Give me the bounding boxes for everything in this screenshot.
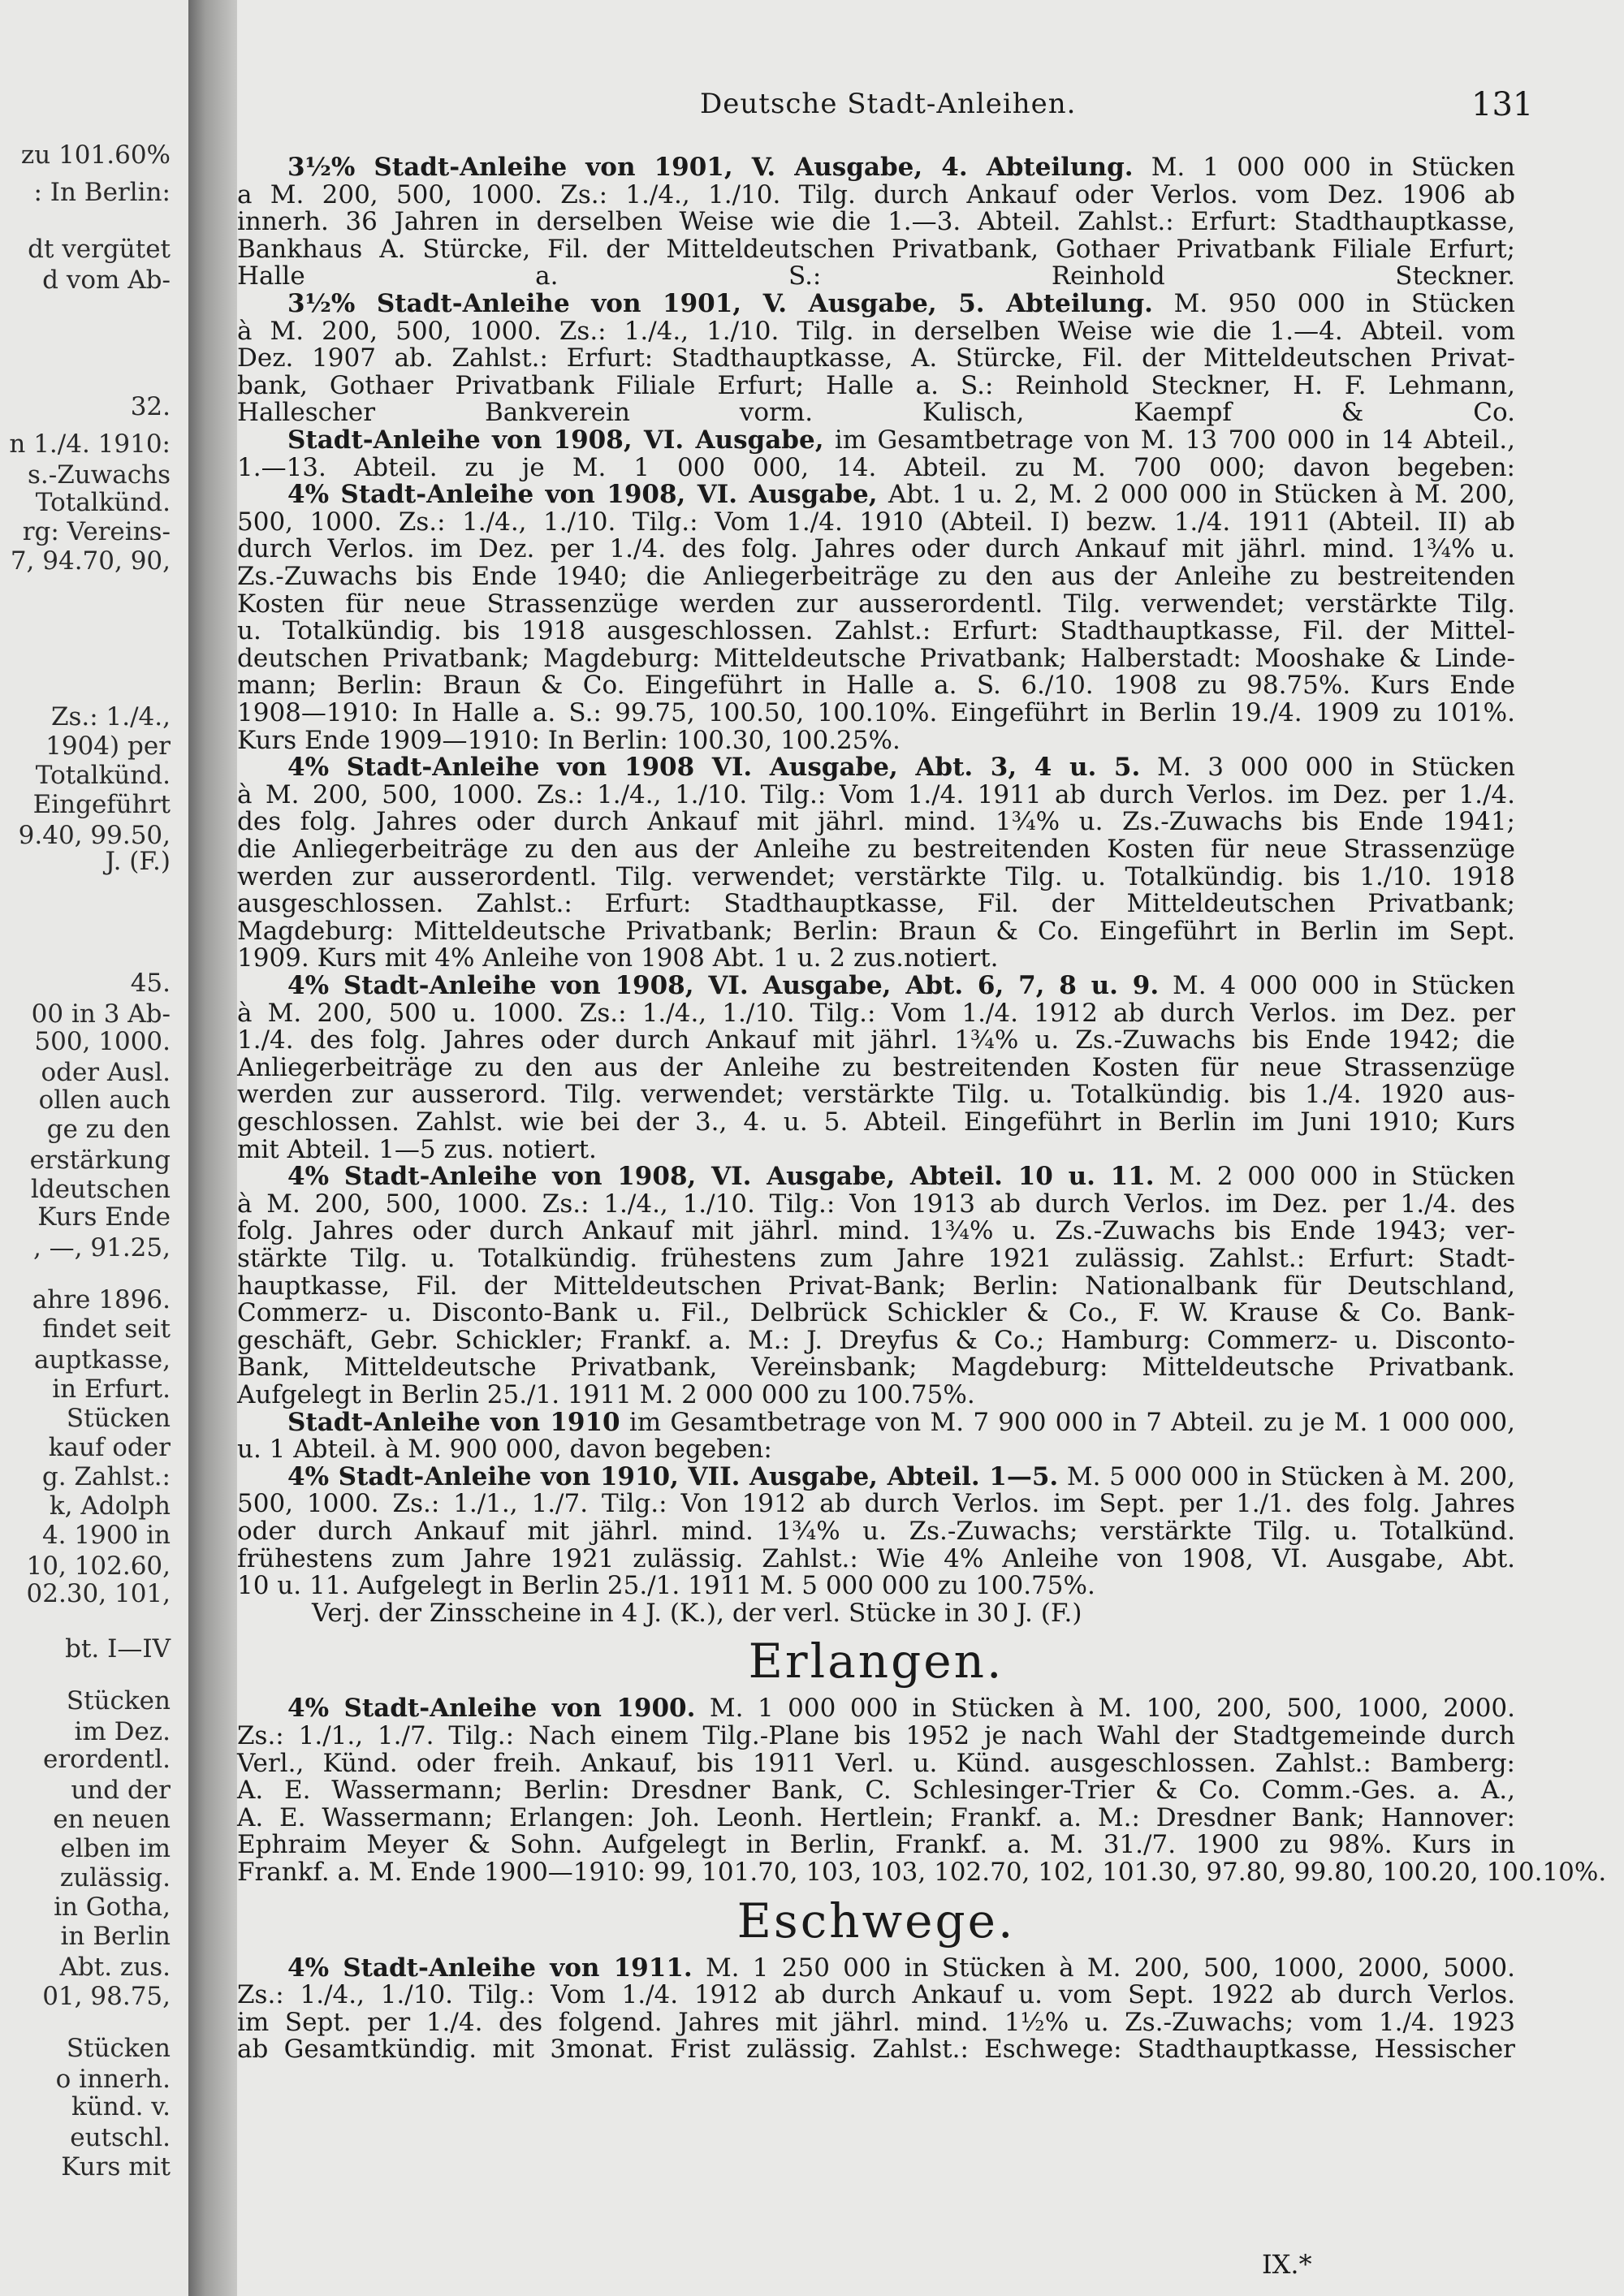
entry-heading-line	[237, 971, 1515, 1000]
line-text: A. E. Wassermann; Erlangen: Joh. Leonh. Hertlein; Frankf. a. M.: Dresdner Bank; Hannover:	[237, 1803, 1515, 1832]
section-heading: Erlangen.	[748, 1634, 1004, 1690]
text-line	[237, 1107, 1515, 1137]
entry-heading-line	[237, 1162, 1515, 1191]
text-line	[237, 1380, 1515, 1409]
text-line	[237, 1080, 1515, 1109]
line-text: Anliegerbeiträge zu den aus der Anleihe zu bestreitenden Kosten für neue Strassenzüge	[237, 1053, 1515, 1082]
text-line	[237, 2035, 1515, 2064]
line-text: werden zur ausserord. Tilg. verwendet; verstärkte Tilg. u. Totalkündig. bis 1./4. 1920 aus-	[237, 1080, 1515, 1109]
text-line	[237, 371, 1515, 400]
line-text: Dez. 1907 ab. Zahlst.: Erfurt: Stadthauptkasse, A. Stürcke, Fil. der Mitteldeutschen Privat-	[237, 343, 1515, 373]
line-text: Verj. der Zinsscheine in 4 J. (K.), der verl. Stücke in 30 J. (F.)	[312, 1599, 1082, 1628]
entry-heading-line	[237, 1953, 1515, 1983]
line-text: à M. 200, 500, 1000. Zs.: 1./4., 1./10. Tilg. in derselben Weise wie die 1.—4. Abteil. vom	[237, 317, 1515, 346]
line-text: 1909. Kurs mit 4% Anleihe von 1908 Abt. 1 u. 2 zus.notiert.	[237, 943, 999, 973]
bond-title: 4% Stadt-Anleihe von 1900.	[287, 1694, 696, 1723]
text-line	[237, 1749, 1515, 1778]
text-line	[237, 780, 1515, 809]
entry-heading-line	[237, 153, 1515, 182]
line-text: Frankf. a. M. Ende 1900—1910: 99, 101.70, 103, 103, 102.70, 102, 101.30, 97.80, 99.80, 100.20, 100.10%.	[237, 1858, 1607, 1887]
left-page-line: bt. I—IV	[65, 1634, 171, 1664]
text-line	[237, 317, 1515, 346]
left-page-line: erordentl.	[42, 1745, 171, 1774]
left-page-line: ge zu den	[46, 1115, 171, 1144]
text-line	[237, 207, 1515, 236]
left-page-line: elben im	[60, 1834, 171, 1863]
left-page-line: J. (F.)	[105, 847, 171, 876]
line-text: im Sept. per 1./4. des folgend. Jahres mit jährl. mind. 1½% u. Zs.-Zuwachs; vom 1./4. 1923	[237, 2008, 1515, 2037]
entry-heading-line	[237, 289, 1515, 318]
line-text: M. 1 250 000 in Stücken à M. 200, 500, 1000, 2000, 5000.	[692, 1953, 1515, 1983]
left-page-line: zulässig.	[59, 1863, 171, 1892]
left-page-line: Eingeführt	[32, 790, 171, 819]
left-page-line: im Dez.	[74, 1717, 171, 1746]
text-line	[237, 1135, 1515, 1164]
text-line	[237, 1858, 1607, 1887]
line-text: M. 1 000 000 in Stücken	[1133, 153, 1515, 182]
left-page-line: s.-Zuwachs	[28, 460, 171, 490]
line-text: mit Abteil. 1—5 zus. notiert.	[237, 1135, 597, 1164]
left-page-line: in Erfurt.	[52, 1375, 171, 1404]
running-head: Deutsche Stadt-Anleihen.	[700, 88, 1077, 120]
line-text: Hallescher Bankverein vorm. Kulisch, Kaempf & Co.	[237, 398, 1515, 427]
line-text: M. 2 000 000 in Stücken	[1154, 1162, 1516, 1191]
line-text: à M. 200, 500 u. 1000. Zs.: 1./4., 1./10. Tilg.: Vom 1./4. 1912 ab durch Verlos. im Dez. per	[237, 999, 1515, 1028]
line-text: Kosten für neue Strassenzüge werden zur ausserordentl. Tilg. verwendet; verstärkte Tilg.	[237, 589, 1515, 619]
left-page-line: 1904) per	[45, 732, 171, 761]
line-text: Abt. 1 u. 2, M. 2 000 000 in Stücken à M. 200,	[877, 480, 1515, 509]
line-text: M. 1 000 000 in Stücken à M. 100, 200, 500, 1000, 2000.	[695, 1694, 1515, 1723]
line-text: Zs.: 1./1., 1./7. Tilg.: Nach einem Tilg.-Plane bis 1952 je nach Wahl der Stadtgemeinde durch	[237, 1721, 1515, 1750]
line-text: ausgeschlossen. Zahlst.: Erfurt: Stadthauptkasse, Fil. der Mitteldeutschen Privatbank;	[237, 889, 1515, 918]
left-page-line: findet seit	[42, 1314, 171, 1344]
text-line	[237, 1803, 1515, 1832]
left-page-line: dt vergütet	[28, 235, 171, 264]
line-text: 10 u. 11. Aufgelegt in Berlin 25./1. 1911 M. 5 000 000 zu 100.75%.	[237, 1571, 1095, 1600]
entry-heading-line	[237, 1462, 1515, 1491]
left-page-line: 02.30, 101,	[26, 1579, 171, 1608]
text-line	[237, 943, 1515, 973]
left-page-line: o innerh.	[55, 2065, 171, 2094]
previous-page-fragment	[0, 0, 188, 2296]
line-text: 500, 1000. Zs.: 1./1., 1./7. Tilg.: Von 1912 ab durch Verlos. im Sept. per 1./1. des folg. Jahres	[237, 1489, 1515, 1518]
left-page-line: ahre 1896.	[32, 1285, 171, 1314]
left-page-line: ldeutschen	[30, 1175, 171, 1204]
left-page-line: d vom Ab-	[42, 265, 171, 295]
bond-title: Stadt-Anleihe von 1910	[287, 1408, 620, 1437]
line-text: Commerz- u. Disconto-Bank u. Fil., Delbrück Schickler & Co., F. W. Krause & Co. Bank-	[237, 1298, 1515, 1327]
text-line	[237, 562, 1515, 591]
line-text: Bankhaus A. Stürcke, Fil. der Mitteldeutschen Privatbank, Gothaer Privatbank Filiale Erfurt;	[237, 235, 1515, 264]
left-page-line: auptkasse,	[33, 1345, 171, 1375]
left-page-line: und der	[71, 1776, 171, 1805]
page-131	[237, 0, 1624, 2296]
text-line	[237, 644, 1515, 673]
left-page-line: oder Ausl.	[41, 1058, 171, 1087]
text-line	[237, 1489, 1515, 1518]
text-line	[237, 889, 1515, 918]
left-page-line: 500, 1000.	[34, 1027, 171, 1056]
left-page-line: erstärkung	[29, 1146, 171, 1175]
line-text: innerh. 36 Jahren in derselben Weise wie die 1.—3. Abteil. Zahlst.: Erfurt: Stadthauptkasse,	[237, 207, 1515, 236]
left-page-line: en neuen	[53, 1805, 171, 1834]
line-text: deutschen Privatbank; Magdeburg: Mitteldeutsche Privatbank; Halberstadt: Mooshake & Linde-	[237, 644, 1515, 673]
entry-heading-line	[237, 753, 1515, 782]
left-page-line: Totalkünd.	[35, 488, 171, 517]
left-page-line: Stücken	[66, 1404, 171, 1433]
bond-title: 3½% Stadt-Anleihe von 1901, V. Ausgabe, 4. Abteilung.	[287, 153, 1134, 182]
text-line	[237, 999, 1515, 1028]
page-number: 131	[1471, 86, 1534, 123]
left-page-line: Totalkünd.	[35, 761, 171, 790]
text-line	[237, 1599, 1515, 1628]
left-page-line: 9.40, 99.50,	[18, 821, 171, 850]
text-line	[237, 1721, 1515, 1750]
line-text: 1908—1910: In Halle a. S.: 99.75, 100.50, 100.10%. Eingeführt in Berlin 19./4. 1909 zu 101%.	[237, 698, 1515, 727]
line-text: die Anliegerbeiträge zu den aus der Anleihe zu bestreitenden Kosten für neue Strassenzüge	[237, 835, 1515, 864]
line-text: u. 1 Abteil. à M. 900 000, davon begeben:	[237, 1435, 772, 1464]
text-line	[237, 398, 1515, 427]
text-line	[237, 343, 1515, 373]
line-text: stärkte Tilg. u. Totalkündig. frühestens zum Jahre 1921 zulässig. Zahlst.: Erfurt: Stadt-	[237, 1244, 1515, 1273]
text-line	[237, 1776, 1515, 1805]
left-page-line: 45.	[130, 969, 171, 998]
text-line	[237, 1571, 1515, 1600]
text-line	[237, 180, 1515, 209]
line-text: Kurs Ende 1909—1910: In Berlin: 100.30, 100.25%.	[237, 726, 901, 755]
text-line	[237, 261, 1515, 291]
text-line	[237, 917, 1515, 946]
text-line	[237, 1298, 1515, 1327]
line-text: geschlossen. Zahlst. wie bei der 3., 4. u. 5. Abteil. Eingeführt in Berlin im Juni 1910; Kurs	[237, 1107, 1515, 1137]
line-text: ab Gesamtkündig. mit 3monat. Frist zulässig. Zahlst.: Eschwege: Stadthauptkasse, Hessischer	[237, 2035, 1515, 2064]
line-text: à M. 200, 500, 1000. Zs.: 1./4., 1./10. Tilg.: Vom 1./4. 1911 ab durch Verlos. im Dez. per 1./4.	[237, 780, 1515, 809]
bond-title: 4% Stadt-Anleihe von 1908, VI. Ausgabe,	[287, 480, 878, 509]
bond-title: 4% Stadt-Anleihe von 1911.	[287, 1953, 693, 1983]
left-page-line: künd. v.	[71, 2092, 171, 2121]
left-page-line: 00 in 3 Ab-	[31, 999, 171, 1029]
text-line	[237, 1830, 1515, 1859]
text-line	[237, 1980, 1515, 2009]
line-text: oder durch Ankauf mit jährl. mind. 1¾% u. Zs.-Zuwachs; verstärkte Tilg. u. Totalkünd.	[237, 1517, 1515, 1546]
line-text: 500, 1000. Zs.: 1./4., 1./10. Tilg.: Vom 1./4. 1910 (Abteil. I) bezw. 1./4. 1911 (Abteil. II) ab	[237, 507, 1515, 537]
left-page-line: eutschl.	[70, 2123, 171, 2152]
line-text: Aufgelegt in Berlin 25./1. 1911 M. 2 000 000 zu 100.75%.	[237, 1380, 975, 1409]
text-line	[237, 235, 1515, 264]
text-line	[237, 835, 1515, 864]
left-page-line: in Gotha,	[54, 1892, 171, 1922]
text-line	[237, 616, 1515, 645]
line-text: M. 5 000 000 in Stücken à M. 200,	[1058, 1462, 1515, 1491]
bond-title: 4% Stadt-Anleihe von 1908, VI. Ausgabe, Abteil. 10 u. 11.	[287, 1162, 1155, 1191]
left-page-line: Zs.: 1./4.,	[50, 702, 171, 732]
entry-heading-line	[237, 1694, 1515, 1723]
line-text: M. 3 000 000 in Stücken	[1140, 753, 1515, 782]
text-line	[237, 453, 1515, 482]
left-page-line: n 1./4. 1910:	[9, 429, 171, 459]
text-line	[237, 1025, 1515, 1055]
line-text: Ephraim Meyer & Sohn. Aufgelegt in Berlin, Frankf. a. M. 31./7. 1900 zu 98%. Kurs in	[237, 1830, 1515, 1859]
bond-title: 4% Stadt-Anleihe von 1908 VI. Ausgabe, Abt. 3, 4 u. 5.	[287, 753, 1141, 782]
left-page-line: ollen auch	[38, 1085, 171, 1115]
entry-heading-line	[237, 425, 1515, 455]
line-text: M. 4 000 000 in Stücken	[1159, 971, 1515, 1000]
text-line	[237, 1435, 1515, 1464]
text-line	[237, 1517, 1515, 1546]
left-page-line: Kurs mit	[61, 2152, 171, 2182]
book-gutter	[188, 0, 237, 2296]
bond-title: 4% Stadt-Anleihe von 1910, VII. Ausgabe, Abteil. 1—5.	[287, 1462, 1059, 1491]
line-text: Magdeburg: Mitteldeutsche Privatbank; Berlin: Braun & Co. Eingeführt in Berlin im Sept.	[237, 917, 1515, 946]
line-text: 1.—13. Abteil. zu je M. 1 000 000, 14. Abteil. zu M. 700 000; davon begeben:	[237, 453, 1515, 482]
text-line	[237, 1353, 1515, 1382]
text-line	[237, 698, 1515, 727]
line-text: durch Verlos. im Dez. per 1./4. des folg. Jahres oder durch Ankauf mit jährl. mind. 1¾% u.	[237, 534, 1515, 563]
left-page-line: k, Adolph	[49, 1491, 171, 1521]
text-line	[237, 1544, 1515, 1573]
text-line	[237, 2008, 1515, 2037]
text-line	[237, 726, 1515, 755]
left-page-line: kauf oder	[48, 1433, 171, 1462]
left-page-line: in Berlin	[60, 1922, 171, 1951]
line-text: a M. 200, 500, 1000. Zs.: 1./4., 1./10. Tilg. durch Ankauf oder Verlos. vom Dez. 1906 ab	[237, 180, 1515, 209]
bond-title: Stadt-Anleihe von 1908, VI. Ausgabe,	[287, 425, 824, 455]
line-text: M. 950 000 in Stücken	[1152, 289, 1515, 318]
left-page-line: 10, 102.60,	[26, 1552, 171, 1581]
left-page-line: zu 101.60%	[20, 140, 171, 170]
line-text: mann; Berlin: Braun & Co. Eingeführt in Halle a. S. 6./10. 1908 zu 98.75%. Kurs Ende	[237, 671, 1515, 700]
line-text: des folg. Jahres oder durch Ankauf mit jährl. mind. 1¾% u. Zs.-Zuwachs bis Ende 1941;	[237, 807, 1515, 836]
text-line	[237, 807, 1515, 836]
line-text: u. Totalkündig. bis 1918 ausgeschlossen. Zahlst.: Erfurt: Stadthauptkasse, Fil. der Mittel-	[237, 616, 1515, 645]
line-text: hauptkasse, Fil. der Mitteldeutschen Privat-Bank; Berlin: Nationalbank für Deutschland,	[237, 1271, 1515, 1301]
line-text: Bank, Mitteldeutsche Privatbank, Vereinsbank; Magdeburg: Mitteldeutsche Privatbank.	[237, 1353, 1515, 1382]
left-page-line: : In Berlin:	[33, 178, 171, 207]
line-text: werden zur ausserordentl. Tilg. verwendet; verstärkte Tilg. u. Totalkündig. bis 1./10. 1918	[237, 862, 1515, 891]
text-line	[237, 589, 1515, 619]
line-text: im Gesamtbetrage von M. 13 700 000 in 14 Abteil.,	[823, 425, 1515, 455]
text-line	[237, 671, 1515, 700]
line-text: A. E. Wassermann; Berlin: Dresdner Bank, C. Schlesinger-Trier & Co. Comm.-Ges. a. A.,	[237, 1776, 1515, 1805]
text-line	[237, 1189, 1515, 1219]
text-line	[237, 534, 1515, 563]
line-text: à M. 200, 500, 1000. Zs.: 1./4., 1./10. Tilg.: Von 1913 ab durch Verlos. im Dez. per 1./4. des	[237, 1189, 1515, 1219]
text-line	[237, 1244, 1515, 1273]
left-page-line: Stücken	[66, 1686, 171, 1716]
left-page-line: g. Zahlst.:	[41, 1462, 171, 1491]
left-page-line: Abt. zus.	[59, 1953, 171, 1982]
bond-title: 3½% Stadt-Anleihe von 1901, V. Ausgabe, 5. Abteilung.	[287, 289, 1153, 318]
left-page-line: 32.	[130, 392, 171, 421]
entry-heading-line	[237, 480, 1515, 509]
left-page-line: 4. 1900 in	[41, 1521, 171, 1550]
line-text: folg. Jahres oder durch Ankauf mit jährl. mind. 1¾% u. Zs.-Zuwachs bis Ende 1943; ver-	[237, 1216, 1515, 1245]
left-page-line: Stücken	[66, 2034, 171, 2063]
section-heading: Eschwege.	[736, 1892, 1016, 1949]
left-page-line: , —, 91.25,	[32, 1233, 171, 1262]
signature-mark: IX.*	[1262, 2249, 1312, 2280]
line-text: bank, Gothaer Privatbank Filiale Erfurt; Halle a. S.: Reinhold Steckner, H. F. Lehmann,	[237, 371, 1515, 400]
line-text: Zs.: 1./4., 1./10. Tilg.: Vom 1./4. 1912 ab durch Ankauf u. vom Sept. 1922 ab durch Verlos.	[237, 1980, 1515, 2009]
line-text: Zs.-Zuwachs bis Ende 1940; die Anliegerbeiträge zu den aus der Anleihe zu bestreitenden	[237, 562, 1515, 591]
text-line	[237, 1053, 1515, 1082]
text-line	[237, 1326, 1515, 1355]
left-page-line: 01, 98.75,	[42, 1982, 171, 2011]
left-page-line: 7, 94.70, 90,	[10, 546, 171, 576]
line-text: im Gesamtbetrage von M. 7 900 000 in 7 Abteil. zu je M. 1 000 000,	[620, 1408, 1516, 1437]
line-text: Halle a. S.: Reinhold Steckner.	[237, 261, 1515, 291]
line-text: geschäft, Gebr. Schickler; Frankf. a. M.: J. Dreyfus & Co.; Hamburg: Commerz- u. Disconto-	[237, 1326, 1515, 1355]
entry-heading-line	[237, 1408, 1515, 1437]
line-text: Verl., Künd. oder freih. Ankauf, bis 1911 Verl. u. Künd. ausgeschlossen. Zahlst.: Bamberg:	[237, 1749, 1515, 1778]
text-line	[237, 1216, 1515, 1245]
bond-title: 4% Stadt-Anleihe von 1908, VI. Ausgabe, Abt. 6, 7, 8 u. 9.	[287, 971, 1160, 1000]
text-line	[237, 507, 1515, 537]
line-text: frühestens zum Jahre 1921 zulässig. Zahlst.: Wie 4% Anleihe von 1908, VI. Ausgabe, Abt.	[237, 1544, 1515, 1573]
line-text: 1./4. des folg. Jahres oder durch Ankauf mit jährl. 1¾% u. Zs.-Zuwachs bis Ende 1942; die	[237, 1025, 1515, 1055]
left-page-line: rg: Vereins-	[22, 517, 171, 546]
text-line	[237, 862, 1515, 891]
text-line	[237, 1271, 1515, 1301]
left-page-line: Kurs Ende	[37, 1202, 171, 1232]
